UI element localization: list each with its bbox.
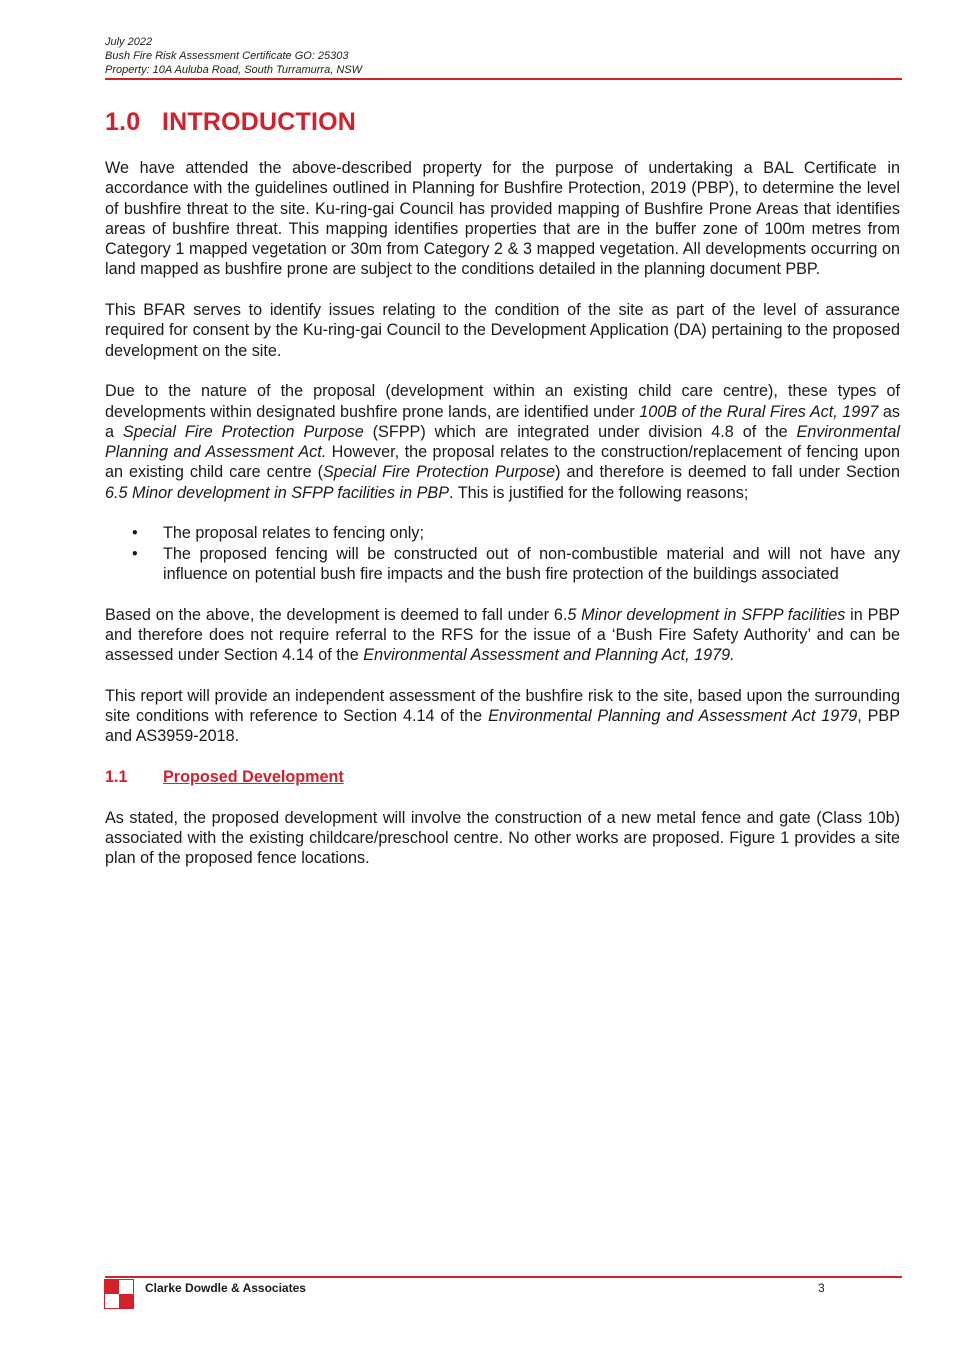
page-number: 3 [818,1281,825,1295]
text-run: This report will provide an independent assessment of the bushfire risk to the site, based upon the surrounding site conditions with reference to Section 4.14 of the [105,686,900,726]
paragraph-3 [105,381,900,503]
section-number: 1.0 [105,108,141,136]
italic-run: Environmental Assessment and Planning Act, 1979. [363,646,735,665]
text-run: in PBP and therefore does not require referral to the RFS for the issue of a ‘Bush Fire Safety Authority’ and can be assessed under Section 4.14 of the [105,605,900,665]
paragraph-5 [105,686,900,747]
reasons-list [105,523,900,584]
text-run: (SFPP) which are integrated under division 4.8 of the [363,422,797,441]
text-run: Based on the above, the development is deemed to fall under 6. [105,605,568,624]
text-run: . This is justified for the following reasons; [449,483,749,502]
section-title: INTRODUCTION [162,108,357,136]
italic-run: Environmental Planning and Assessment Act 1979 [488,707,858,726]
list-item-text: The proposed fencing will be constructed out of non-combustible material and will not have any influence on potential bush fire impacts and the bush fire protection of the buildings associated [163,544,900,583]
company-logo-icon [104,1279,134,1309]
document-body [105,158,900,889]
italic-run: Special Fire Protection Purpose [122,422,364,441]
text-run: as a [105,402,900,441]
italic-run: Environmental Planning and Assessment Act. [105,422,900,462]
page-header [105,35,902,77]
text-run: ) and therefore is deemed to fall under Section [555,463,900,482]
header-rule [105,78,902,80]
header-certificate: Bush Fire Risk Assessment Certificate GO: 25303 [105,50,349,62]
paragraph-2: This BFAR serves to identify issues relating to the condition of the site as part of the level of assurance required for consent by the Ku-ring-gai Council to the Development Application (DA) pertaining to the proposed development on the site. [105,301,900,360]
subsection-heading [105,767,900,787]
subsection-title: Proposed Development [163,767,344,786]
list-item [105,523,900,543]
paragraph-1: We have attended the above-described property for the purpose of undertaking a BAL Certificate in accordance with the guidelines outlined in Planning for Bushfire Protection, 2019 (PBP), to determine the level of bushfire threat to the site. Ku-ring-gai Council has provided mapping of Bushfire Prone Areas that identifies areas of bushfire threat. This mapping identifies properties that are in the buffer zone of 100m metres from Category 1 mapped vegetation or 30m from Category 2 & 3 mapped vegetation. All developments occurring on land mapped as bushfire prone are subject to the conditions detailed in the planning document PBP. [105,159,900,279]
italic-run: 100B of the Rural Fires Act, 1997 [639,402,879,421]
bullet-icon: • [132,544,138,563]
list-item [105,544,900,585]
italic-run: Special Fire Protection Purpose [323,463,556,482]
list-item-text: The proposal relates to fencing only; [163,524,424,543]
text-run: However, the proposal relates to the construction/replacement of fencing upon an existing child care centre ( [105,443,900,482]
text-run: , PBP and AS3959-2018. [105,707,901,746]
footer-rule [105,1276,902,1278]
paragraph-6: As stated, the proposed development will involve the construction of a new metal fence and gate (Class 10b) associated with the existing childcare/preschool centre. No other works are proposed. Figure 1 provides a site plan of the proposed fence locations. [105,808,900,868]
header-date: July 2022 [105,36,153,48]
text-run: Due to the nature of the proposal (development within an existing child care centre), these types of developments within designated bushfire prone lands, are identified under [105,382,900,421]
section-heading [105,108,356,137]
footer-company: Clarke Dowdle & Associates [145,1281,306,1295]
paragraph-4 [105,605,900,666]
subsection-number: 1.1 [105,767,128,786]
italic-run: 5 Minor development in SFPP facilities [567,605,846,624]
header-property: Property: 10A Auluba Road, South Turramurra, NSW [105,64,362,76]
italic-run: 6.5 Minor development in SFPP facilities in PBP [105,483,449,502]
bullet-icon: • [132,524,138,543]
